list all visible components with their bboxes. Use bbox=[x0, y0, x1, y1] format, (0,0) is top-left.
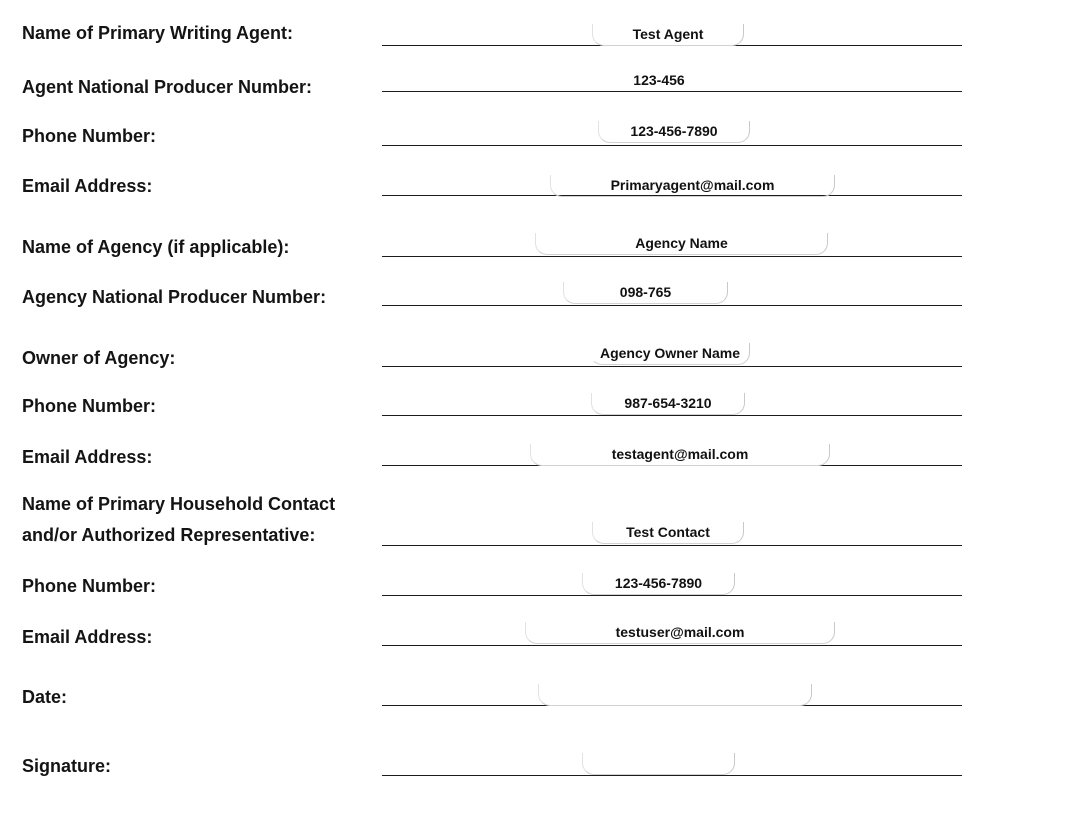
signature-label: Signature: bbox=[22, 756, 112, 776]
contact-phone-label: Phone Number: bbox=[22, 576, 157, 596]
date-label: Date: bbox=[22, 687, 68, 707]
primary-agent-name-label: Name of Primary Writing Agent: bbox=[22, 23, 294, 43]
household-contact-label: Name of Primary Household Contact bbox=[22, 494, 336, 514]
agency-owner-field[interactable]: Agency Owner Name bbox=[590, 343, 750, 365]
owner-email-field[interactable]: testagent@mail.com bbox=[530, 444, 830, 466]
contact-phone-line bbox=[382, 595, 962, 596]
household-contact-line bbox=[382, 545, 962, 546]
agent-npn-label: Agent National Producer Number: bbox=[22, 77, 313, 97]
contact-phone-field[interactable]: 123-456-7890 bbox=[582, 573, 735, 595]
agent-npn-field[interactable]: 123-456 bbox=[633, 72, 685, 88]
contact-email-field[interactable]: testuser@mail.com bbox=[525, 622, 835, 644]
agent-phone-label: Phone Number: bbox=[22, 126, 157, 146]
agency-owner-line bbox=[382, 366, 962, 367]
agent-email-label: Email Address: bbox=[22, 176, 153, 196]
owner-phone-label: Phone Number: bbox=[22, 396, 157, 416]
agency-npn-field[interactable]: 098-765 bbox=[563, 282, 728, 304]
agent-email-field[interactable]: Primaryagent@mail.com bbox=[550, 175, 835, 197]
owner-phone-line bbox=[382, 415, 962, 416]
contact-email-label: Email Address: bbox=[22, 627, 153, 647]
agency-owner-label: Owner of Agency: bbox=[22, 348, 176, 368]
agency-npn-label: Agency National Producer Number: bbox=[22, 287, 327, 307]
agent-phone-field[interactable]: 123-456-7890 bbox=[598, 121, 750, 143]
household-contact-label-line2: and/or Authorized Representative: bbox=[22, 525, 316, 545]
date-field[interactable] bbox=[538, 684, 812, 706]
household-contact-field[interactable]: Test Contact bbox=[592, 522, 744, 544]
agency-name-field[interactable]: Agency Name bbox=[535, 233, 828, 255]
owner-email-label: Email Address: bbox=[22, 447, 153, 467]
signature-field[interactable] bbox=[582, 753, 735, 775]
agent-phone-line bbox=[382, 145, 962, 146]
agency-npn-line bbox=[382, 305, 962, 306]
agency-name-line bbox=[382, 256, 962, 257]
agency-name-label: Name of Agency (if applicable): bbox=[22, 237, 290, 257]
signature-line bbox=[382, 775, 962, 776]
primary-agent-name-field[interactable]: Test Agent bbox=[592, 24, 744, 46]
contact-email-line bbox=[382, 645, 962, 646]
owner-phone-field[interactable]: 987-654-3210 bbox=[591, 393, 745, 415]
